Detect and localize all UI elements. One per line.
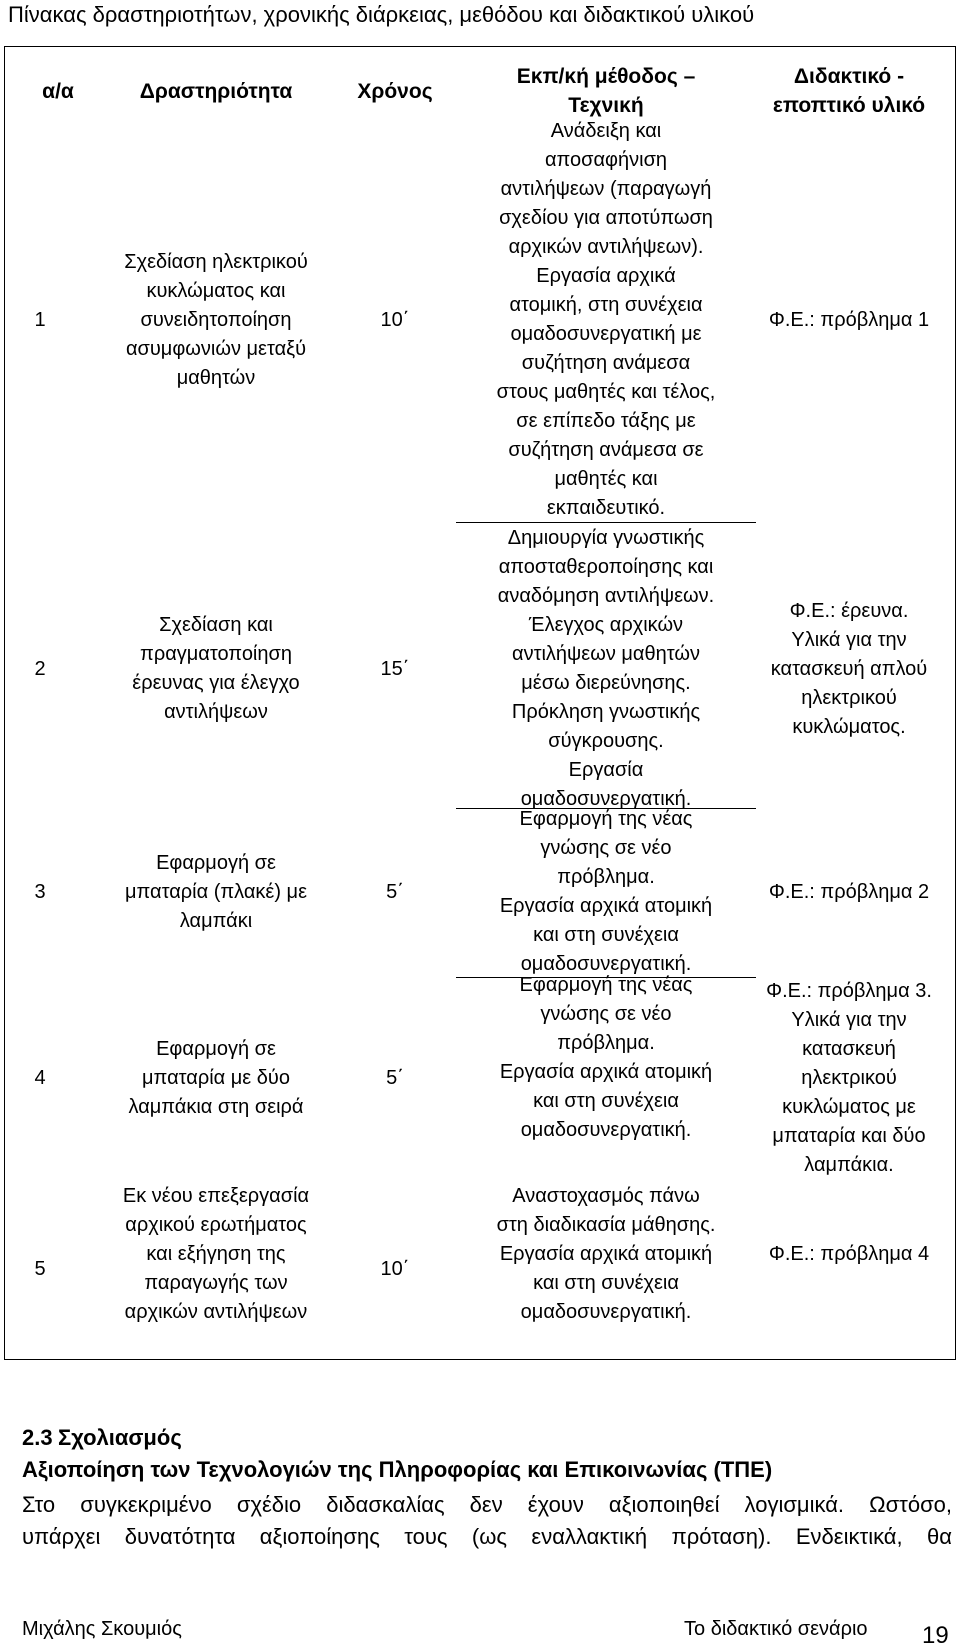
row-5-method: Αναστοχασμός πάνω στη διαδικασία μάθησης. Εργασία αρχικά ατομική και στη συνέχεια ομαδοσυνεργατική.	[496, 1184, 716, 1323]
row-3-material: Φ.Ε.: πρόβλημα 2	[768, 880, 930, 903]
row-1-num: 1	[34, 308, 46, 331]
paragraph-line-2: υπάρχει δυνατότητα αξιοποίησης τους (ως εναλλακτική πρόταση). Ενδεικτικά, θα	[22, 1524, 952, 1549]
header-material: Διδακτικό - εποπτικό υλικό	[772, 65, 926, 117]
section-title: Σχολιασμός	[58, 1425, 182, 1450]
page-number: 19	[922, 1622, 949, 1649]
footer-doc-title: Το διδακτικό σενάριο	[684, 1618, 868, 1640]
row-5-time: 10΄	[380, 1257, 410, 1280]
footer-author: Μιχάλης Σκουμιός	[22, 1618, 182, 1640]
row-5-num: 5	[34, 1257, 46, 1280]
row-2-time: 15΄	[380, 657, 410, 680]
row-2-material: Φ.Ε.: έρευνα. Υλικά για την κατασκευή απλού ηλεκτρικού κυκλώματος.	[770, 599, 928, 738]
header-activity: Δραστηριότητα	[139, 79, 293, 103]
section-number: 2.3	[22, 1425, 53, 1450]
row-4-num: 4	[34, 1066, 46, 1089]
row-5-activity: Εκ νέου επεξεργασία αρχικού ερωτήματος και εξήγηση της παραγωγής των αρχικών αντιλήψεων	[122, 1184, 310, 1323]
section-subtitle: Αξιοποίηση των Τεχνολογιών της Πληροφορίας και Επικοινωνίας (ΤΠΕ)	[22, 1457, 773, 1482]
row-separator	[456, 522, 756, 523]
row-1-method: Ανάδειξη και αποσαφήνιση αντιλήψεων (παραγωγή σχεδίου για αποτύπωση αρχικών αντιλήψεων). Εργασία αρχικά ατομική, στη συνέχεια ομαδοσυνεργατική με συζήτηση ανάμεσα στους μαθητές και τέλος, σε επίπεδο τάξης με συζήτηση ανάμεσα σε μαθητές και εκπαιδευτικό.	[496, 120, 716, 519]
page-title: Πίνακας δραστηριοτήτων, χρονικής διάρκειας, μεθόδου και διδακτικού υλικού	[8, 2, 755, 27]
paragraph-line-1: Στο συγκεκριμένο σχέδιο διδασκαλίας δεν έχουν αξιοποιηθεί λογισμικά. Ωστόσο,	[22, 1492, 952, 1517]
row-3-num: 3	[34, 880, 46, 903]
header-num: α/α	[42, 79, 74, 103]
row-1-activity: Σχεδίαση ηλεκτρικού κυκλώματος και συνειδητοποίηση ασυμφωνιών μεταξύ μαθητών	[124, 250, 308, 389]
section-paragraph	[22, 1489, 952, 1553]
row-4-method: Εφαρμογή της νέας γνώσης σε νέο πρόβλημα. Εργασία αρχικά ατομική και στη συνέχεια ομαδοσυνεργατική.	[499, 974, 713, 1141]
header-method: Εκπ/κή μέθοδος – Τεχνική	[516, 65, 696, 117]
row-3-time: 5΄	[386, 880, 404, 903]
row-2-num: 2	[34, 657, 46, 680]
row-1-material: Φ.Ε.: πρόβλημα 1	[768, 308, 930, 331]
row-4-time: 5΄	[386, 1066, 404, 1089]
row-3-method: Εφαρμογή της νέας γνώσης σε νέο πρόβλημα. Εργασία αρχικά ατομική και στη συνέχεια ομαδοσυνεργατική.	[499, 808, 713, 975]
row-2-activity: Σχεδίαση και πραγματοποίηση έρευνας για έλεγχο αντιλήψεων	[132, 614, 300, 723]
row-2-method: Δημιουργία γνωστικής αποσταθεροποίησης και αναδόμηση αντιλήψεων. Έλεγχος αρχικών αντιλήψεων μαθητών μέσω διερεύνησης. Πρόκληση γνωστικής σύγκρουσης. Εργασία ομαδοσυνεργατική.	[497, 527, 715, 810]
row-5-material: Φ.Ε.: πρόβλημα 4	[768, 1242, 930, 1265]
row-3-activity: Εφαρμογή σε μπαταρία (πλακέ) με λαμπάκι	[124, 851, 307, 932]
row-4-activity: Εφαρμογή σε μπαταρία με δύο λαμπάκια στη σειρά	[128, 1037, 304, 1118]
header-time: Χρόνος	[357, 79, 433, 103]
row-1-time: 10΄	[380, 308, 410, 331]
row-4-material: Φ.Ε.: πρόβλημα 3. Υλικά για την κατασκευή ηλεκτρικού κυκλώματος με μπαταρία και δύο λαμπάκια.	[766, 979, 932, 1176]
